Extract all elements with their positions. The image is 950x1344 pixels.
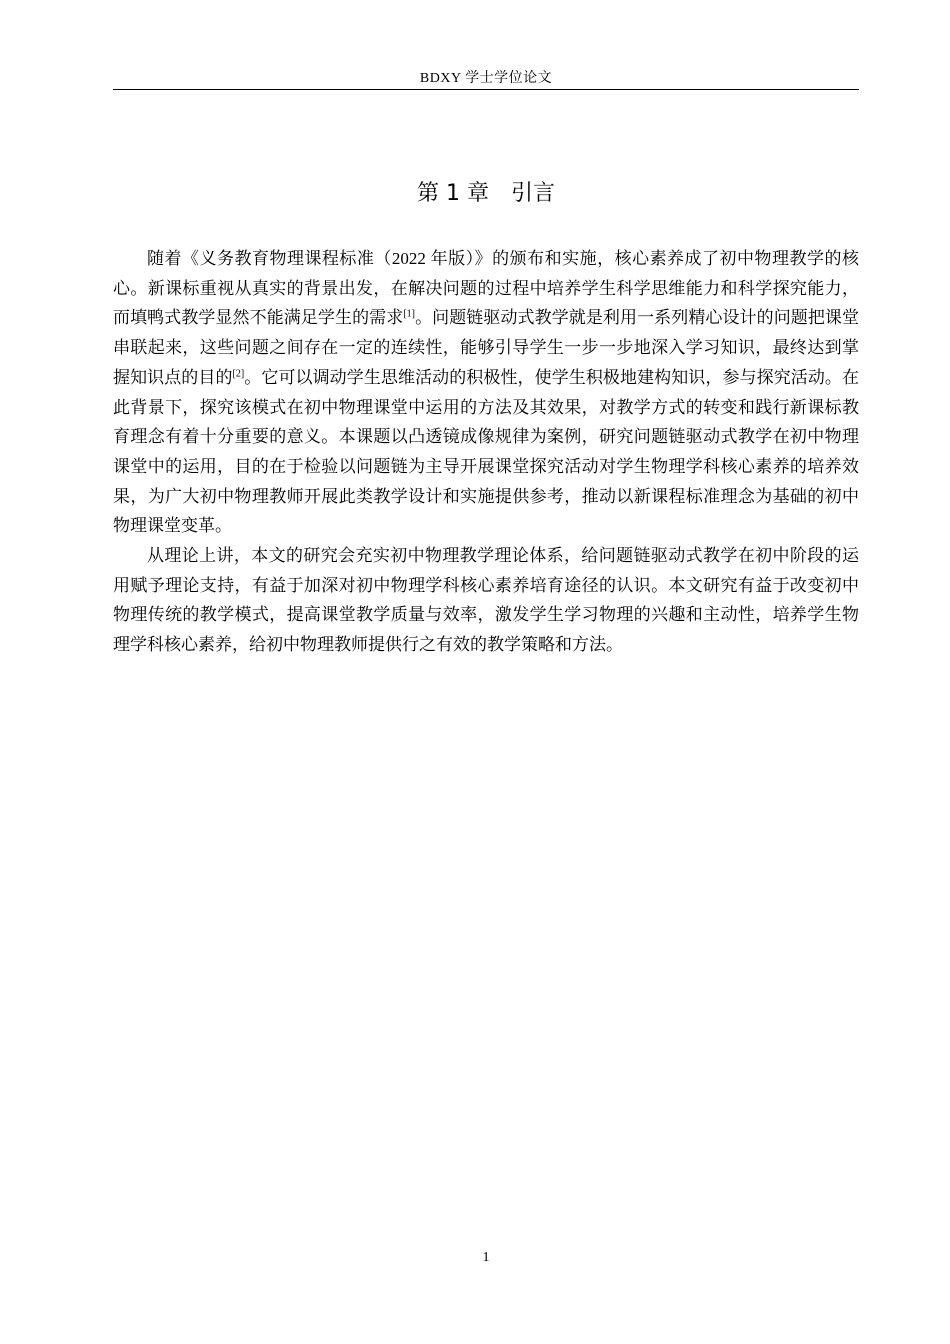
running-header: BDXY 学士学位论文	[419, 71, 553, 86]
chapter-title: 第 1 章 引言	[417, 181, 555, 206]
page-number: 1	[482, 1250, 490, 1265]
citation-1: [1]	[403, 308, 415, 320]
citation-2: [2]	[232, 368, 245, 380]
header-divider	[113, 89, 859, 90]
chapter-body	[113, 244, 859, 660]
paragraph-1	[113, 244, 859, 541]
paragraph-2: 从理论上讲，本文的研究会充实初中物理教学理论体系，给问题链驱动式教学在初中阶段的运用赋予理论支持，有益于加深对初中物理学科核心素养培育途径的认识。本文研究有益于改变初中物理传统的教学模式，提高课堂教学质量与效率，激发学生学习物理的兴趣和主动性，培养学生物理学科核心素养，给初中物理教师提供行之有效的教学策略和方法。	[113, 546, 859, 655]
paragraph-1-text-a: 随着《义务教育物理课程标准（2022 年版）》的颁布和实施，核心素养成了初中物理教学的核心。新课标重视从真实的背景出发，在解决问题的过程中培养学生科学思维能力和科学探究能力，而填鸭式教学显然不能满足学生的需求	[113, 249, 859, 328]
paragraph-1-text-c: 。它可以调动学生思维活动的积极性，使学生积极地建构知识，参与探究活动。在此背景下，探究该模式在初中物理课堂中运用的方法及其效果，对教学方式的转变和践行新课标教育理念有着十分重要的意义。本课题以凸透镜成像规律为案例，研究问题链驱动式教学在初中物理课堂中的运用，目的在于检验以问题链为主导开展课堂探究活动对学生物理学科核心素养的培养效果，为广大初中物理教师开展此类教学设计和实施提供参考，推动以新课程标准理念为基础的初中物理课堂变革。	[113, 367, 860, 536]
paragraph-1-text-b: 。问题链驱动式教学就是利用一系列精心设计的问题把课堂串联起来，这些问题之间存在一定的连续性，能够引导学生一步一步地深入学习知识，最终达到掌握知识点的目的	[113, 308, 860, 387]
